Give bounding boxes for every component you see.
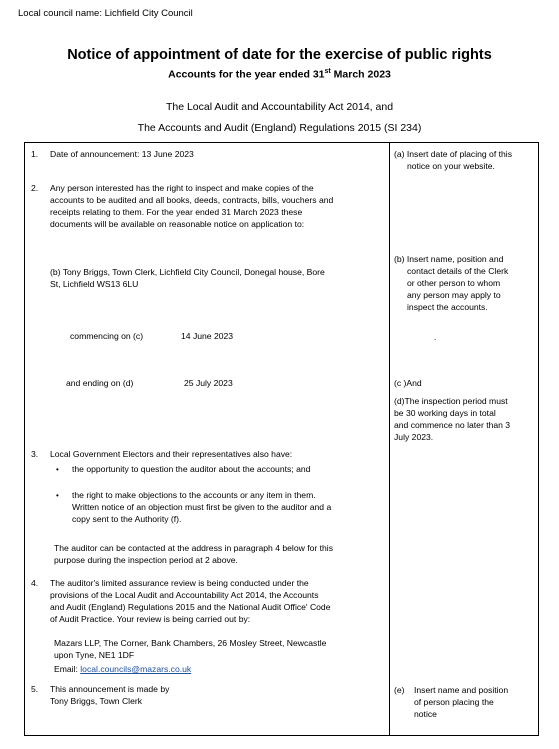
- item-4-number: 4.: [31, 578, 39, 588]
- column-divider: [389, 142, 390, 736]
- auditor-address-line: upon Tyne, NE1 1DF: [54, 650, 135, 660]
- item-4-line: of Audit Practice. Your review is being carried out by:: [50, 614, 251, 624]
- item-2-number: 2.: [31, 183, 39, 193]
- item-3-number: 3.: [31, 449, 39, 459]
- item-2-line: receipts relating to them. For the year ended 31 March 2023 these: [50, 207, 303, 217]
- note-d-line: and commence no later than 3: [394, 420, 511, 430]
- auditor-address-line: Mazars LLP, The Corner, Bank Chambers, 26 Mosley Street, Newcastle: [54, 638, 327, 648]
- note-d-line: be 30 working days in total: [394, 408, 496, 418]
- note-b-line: any person may apply to: [407, 290, 501, 300]
- page-title: Notice of appointment of date for the exercise of public rights: [67, 47, 492, 63]
- auditor-email: [54, 664, 191, 676]
- item-2-line: accounts to be audited and all books, deeds, contracts, bills, vouchers and: [50, 195, 334, 205]
- item-5-line: This announcement is made by: [50, 684, 170, 694]
- email-label: Email:: [54, 664, 81, 674]
- item-5-line: Tony Briggs, Town Clerk: [50, 696, 143, 706]
- note-d-line: (d)The inspection period must: [394, 396, 508, 406]
- note-a-line: (a) Insert date of placing of this: [394, 149, 512, 159]
- item-2-line: Any person interested has the right to inspect and make copies of the: [50, 183, 314, 193]
- note-b-line: contact details of the Clerk: [407, 266, 509, 276]
- item-2-line: documents will be available on reasonable notice on application to:: [50, 219, 305, 229]
- item-5-number: 5.: [31, 684, 39, 694]
- item-4-line: and Audit (England) Regulations 2015 and the National Audit Office' Code: [50, 602, 331, 612]
- contact-person-line: St, Lichfield WS13 6LU: [50, 279, 139, 289]
- note-a-line: notice on your website.: [407, 161, 495, 171]
- item-4-line: The auditor's limited assurance review is being conducted under the: [50, 578, 309, 588]
- note-e-line: of person placing the: [414, 697, 494, 707]
- bullet-1-text: the opportunity to question the auditor about the accounts; and: [72, 464, 311, 474]
- auditor-contact-line: purpose during the inspection period at 2 above.: [54, 555, 238, 565]
- note-e-line: Insert name and position: [414, 685, 509, 695]
- item-3-text: Local Government Electors and their representatives also have:: [50, 449, 293, 459]
- commencing-date: 14 June 2023: [181, 331, 234, 341]
- note-e-line: notice: [414, 709, 437, 719]
- commencing-label: commencing on (c): [70, 331, 144, 341]
- subtitle-text: Accounts for the year ended 31: [168, 68, 325, 81]
- note-c-line: (c )And: [394, 378, 422, 388]
- subtitle-sup: st: [324, 68, 331, 75]
- email-link[interactable]: local.councils@mazars.co.uk: [80, 664, 192, 674]
- note-e-label: (e): [394, 685, 405, 695]
- bullet-icon: •: [56, 491, 59, 500]
- item-1-number: 1.: [31, 149, 39, 159]
- note-b-line: or other person to whom: [407, 278, 501, 288]
- subtitle-text-end: March 2023: [330, 68, 391, 81]
- item-4-line: provisions of the Local Audit and Accountability Act 2014, the Accounts: [50, 590, 319, 600]
- act-line-2: The Accounts and Audit (England) Regulations 2015 (SI 234): [137, 122, 422, 134]
- bullet-icon: •: [56, 465, 59, 474]
- contact-person-line: (b) Tony Briggs, Town Clerk, Lichfield City Council, Donegal house, Bore: [50, 267, 325, 277]
- ending-date: 25 July 2023: [184, 378, 233, 388]
- act-line-1: The Local Audit and Accountability Act 2014, and: [165, 101, 394, 113]
- note-b-line: inspect the accounts.: [407, 302, 488, 312]
- note-b-line: (b) Insert name, position and: [394, 254, 504, 264]
- bullet-2-line: Written notice of an objection must first be given to the auditor and a: [72, 502, 332, 512]
- council-name: Local council name: Lichfield City Council: [18, 8, 193, 19]
- note-d-line: July 2023.: [394, 432, 434, 442]
- auditor-contact-line: The auditor can be contacted at the address in paragraph 4 below for this: [54, 543, 333, 553]
- page-subtitle: [0, 68, 559, 81]
- bullet-2-line: the right to make objections to the accounts or any item in them.: [72, 490, 316, 500]
- bullet-2-line: copy sent to the Authority (f).: [72, 514, 182, 524]
- announcement-date: Date of announcement: 13 June 2023: [50, 149, 194, 159]
- ending-label: and ending on (d): [66, 378, 134, 388]
- stray-dot: .: [434, 332, 437, 342]
